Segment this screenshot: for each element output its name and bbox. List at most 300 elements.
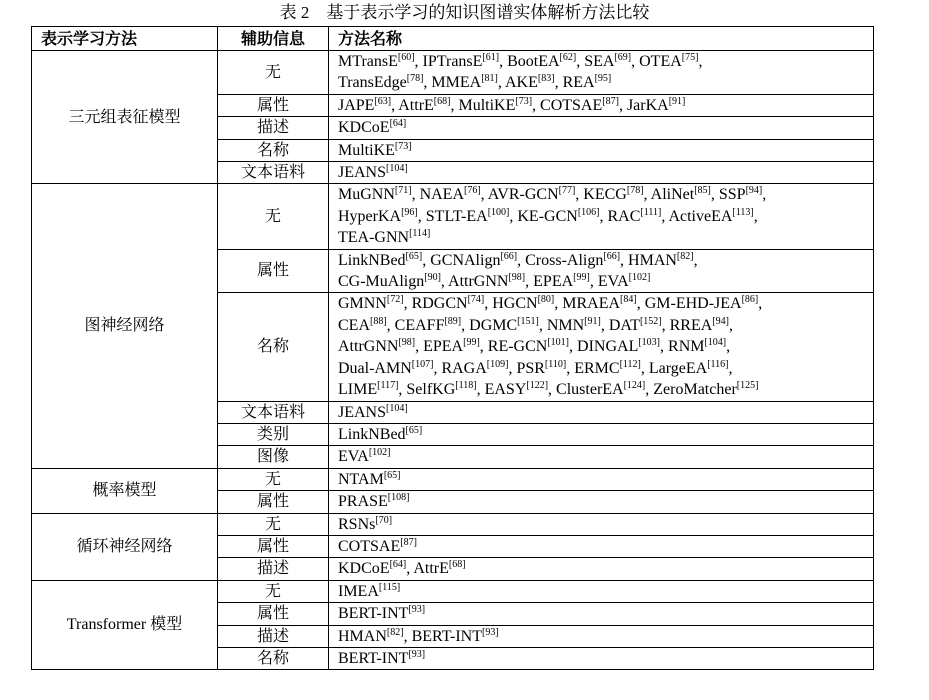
auxiliary-info-cell: 文本语料 xyxy=(218,401,329,423)
citation-reference: [73] xyxy=(394,140,412,152)
method-entry xyxy=(598,273,651,290)
method-entry xyxy=(430,252,517,269)
citation-reference: [106] xyxy=(577,206,600,218)
method-entry xyxy=(338,538,417,555)
auxiliary-info-cell: 属性 xyxy=(218,94,329,116)
citation-reference: [96] xyxy=(401,206,418,218)
auxiliary-info-cell: 名称 xyxy=(218,647,329,669)
method-name: COTSAE xyxy=(540,96,603,114)
method-name: SelfKG xyxy=(406,381,456,399)
method-name: BERT-INT xyxy=(338,649,409,667)
citation-reference: [124] xyxy=(623,380,646,392)
citation-reference: [94] xyxy=(745,185,763,197)
citation-reference: [73] xyxy=(515,95,533,107)
citation-reference: [125] xyxy=(736,380,759,392)
citation-reference: [65] xyxy=(405,250,423,262)
method-entry xyxy=(338,650,425,667)
citation-reference: [64] xyxy=(389,559,407,571)
method-names-cell xyxy=(329,117,874,139)
method-name: LinkNBed xyxy=(338,425,406,443)
method-entry xyxy=(668,338,726,355)
auxiliary-info-cell: 无 xyxy=(218,468,329,490)
method-entry xyxy=(338,628,404,645)
method-name: MultiKE xyxy=(458,96,516,114)
method-entry xyxy=(338,74,423,91)
method-name: BootEA xyxy=(507,53,560,70)
header-row xyxy=(32,27,874,51)
method-entry xyxy=(547,317,601,334)
method-line: CEA[88], CEAFF[89], DGMC[151], NMN[91], DAT[152], RREA[94], xyxy=(338,315,733,334)
citation-reference: [109] xyxy=(486,358,509,370)
method-name: LinkNBed xyxy=(338,251,406,269)
auxiliary-info-cell: 属性 xyxy=(218,535,329,557)
method-name: DINGAL xyxy=(577,338,639,356)
method-entry xyxy=(651,186,711,203)
citation-reference: [76] xyxy=(464,185,481,197)
method-names-cell xyxy=(329,446,874,468)
citation-reference: [84] xyxy=(620,294,637,306)
method-line xyxy=(338,469,873,490)
method-line: Dual-AMN[107], RAGA[109], PSR[110], ERMC[112], LargeEA[116], xyxy=(338,358,733,377)
method-name: LargeEA xyxy=(648,359,708,377)
method-entry xyxy=(412,295,485,312)
auxiliary-info-cell: 描述 xyxy=(218,625,329,647)
group-name-cell: 循环神经网络 xyxy=(32,513,218,580)
method-entry xyxy=(488,338,569,355)
method-line xyxy=(338,117,873,138)
method-name: AttrGNN xyxy=(338,338,399,356)
method-line xyxy=(338,536,873,557)
method-entry xyxy=(670,317,729,334)
citation-reference: [60] xyxy=(397,52,415,63)
method-name: HMAN xyxy=(628,251,677,269)
citation-reference: [99] xyxy=(573,272,590,284)
method-entry xyxy=(653,381,758,398)
method-name: COTSAE xyxy=(338,537,401,555)
method-name: LIME xyxy=(338,381,378,399)
citation-reference: [98] xyxy=(508,272,526,284)
method-line: KDCoE[64], AttrE[68] xyxy=(338,559,466,578)
table-body xyxy=(32,51,874,670)
method-name: STLT-EA xyxy=(425,207,488,225)
table-caption: 表 2 基于表示学习的知识图谱实体解析方法比较 xyxy=(279,3,650,22)
method-entry xyxy=(338,317,387,334)
citation-reference: [66] xyxy=(603,250,621,262)
method-entry xyxy=(338,404,408,421)
citation-reference: [110] xyxy=(544,358,567,370)
method-line xyxy=(338,424,873,445)
method-entry xyxy=(423,53,500,70)
citation-reference: [71] xyxy=(394,185,412,197)
method-name: RAGA xyxy=(441,359,487,377)
method-name: NTAM xyxy=(338,470,384,488)
method-entry xyxy=(628,252,694,269)
method-name: AKE xyxy=(505,74,538,92)
auxiliary-info-cell: 图像 xyxy=(218,446,329,468)
method-name: MTransE xyxy=(338,53,398,70)
citation-reference: [111] xyxy=(640,206,662,218)
method-entry xyxy=(338,471,401,488)
method-line: LIME[117], SelfKG[118], EASY[122], ClusterEA[124], ZeroMatcher[125] xyxy=(338,380,759,399)
citation-reference: [102] xyxy=(628,272,651,284)
citation-reference: [116] xyxy=(707,358,729,370)
method-entry xyxy=(338,273,441,290)
method-entry xyxy=(338,448,391,465)
method-names-cell xyxy=(329,51,874,95)
auxiliary-info-cell: 无 xyxy=(218,580,329,602)
method-name: Dual-AMN xyxy=(338,359,412,377)
method-name: EPEA xyxy=(533,273,574,291)
method-name: BERT-INT xyxy=(411,627,483,645)
citation-reference: [83] xyxy=(537,73,555,85)
citation-reference: [91] xyxy=(668,95,686,107)
citation-reference: [61] xyxy=(482,52,500,63)
method-names-cell xyxy=(329,603,874,625)
method-name: GCNAlign xyxy=(430,251,501,269)
method-names-cell xyxy=(329,139,874,161)
method-name: RAC xyxy=(607,207,641,225)
method-line: HyperKA[96], STLT-EA[100], KE-GCN[106], RAC[111], ActiveEA[113], xyxy=(338,206,758,225)
citation-reference: [122] xyxy=(526,380,549,392)
method-names-cell xyxy=(329,401,874,423)
citation-reference: [118] xyxy=(455,380,477,392)
method-name: JEANS xyxy=(338,403,387,421)
method-entry xyxy=(338,426,422,443)
method-entry xyxy=(533,273,590,290)
method-names-cell xyxy=(329,162,874,184)
auxiliary-info-cell: 属性 xyxy=(218,249,329,293)
table-row xyxy=(32,513,874,535)
method-entry xyxy=(505,74,555,91)
citation-reference: [78] xyxy=(406,73,424,85)
method-entry xyxy=(431,74,497,91)
method-name: OTEA xyxy=(639,53,682,70)
method-name: CG-MuAlign xyxy=(338,273,425,291)
citation-reference: [94] xyxy=(712,315,729,327)
auxiliary-info-cell: 名称 xyxy=(218,293,329,401)
citation-reference: [117] xyxy=(377,380,399,392)
method-line: GMNN[72], RDGCN[74], HGCN[80], MRAEA[84], GM-EHD-JEA[86], xyxy=(338,294,763,313)
method-name: CEA xyxy=(338,316,370,334)
comparison-table xyxy=(31,26,874,670)
method-names-cell xyxy=(329,94,874,116)
method-name: CEAFF xyxy=(394,316,445,334)
method-entry xyxy=(639,53,698,70)
method-name: RREA xyxy=(669,316,713,334)
auxiliary-info-cell: 无 xyxy=(218,184,329,249)
method-names-cell xyxy=(329,535,874,557)
citation-reference: [90] xyxy=(424,272,441,284)
citation-reference: [93] xyxy=(408,604,426,616)
method-entry xyxy=(420,186,481,203)
method-name: SEA xyxy=(584,53,615,70)
citation-reference: [91] xyxy=(584,315,601,327)
method-name: IMEA xyxy=(338,582,379,600)
method-entry xyxy=(492,295,554,312)
citation-reference: [98] xyxy=(398,337,416,349)
method-entry xyxy=(517,208,599,225)
method-entry xyxy=(338,142,412,159)
method-entry xyxy=(338,493,409,510)
citation-reference: [107] xyxy=(411,358,434,370)
method-name: EPEA xyxy=(423,338,464,356)
method-names-cell xyxy=(329,423,874,445)
method-entry xyxy=(719,186,762,203)
method-entry xyxy=(338,295,404,312)
citation-reference: [103] xyxy=(638,337,661,349)
citation-reference: [104] xyxy=(386,163,408,175)
method-line: CG-MuAlign[90], AttrGNN[98], EPEA[99], EVA[102] xyxy=(338,272,651,291)
citation-reference: [114] xyxy=(409,228,431,240)
citation-reference: [99] xyxy=(463,337,480,349)
method-name: HMAN xyxy=(338,627,387,645)
method-line xyxy=(338,140,873,161)
method-name: TEA-GNN xyxy=(338,229,410,247)
method-names-cell xyxy=(329,293,874,401)
citation-reference: [93] xyxy=(482,626,499,638)
method-line: LinkNBed[65], GCNAlign[66], Cross-Align[66], HMAN[82], xyxy=(338,250,698,269)
citation-reference: [95] xyxy=(594,73,612,85)
method-line: JAPE[63], AttrE[68], MultiKE[73], COTSAE[87], JarKA[91] xyxy=(338,95,686,114)
citation-reference: [88] xyxy=(370,315,387,327)
method-name: ClusterEA xyxy=(556,381,624,399)
method-names-cell xyxy=(329,625,874,647)
method-name: KE-GCN xyxy=(517,207,578,225)
method-names-cell xyxy=(329,184,874,249)
method-entry xyxy=(338,516,392,533)
method-name: RDGCN xyxy=(411,295,468,313)
method-entry xyxy=(338,119,406,136)
auxiliary-info-cell: 文本语料 xyxy=(218,162,329,184)
citation-reference: [69] xyxy=(614,52,632,63)
method-line xyxy=(338,514,873,535)
auxiliary-info-cell: 无 xyxy=(218,51,329,95)
method-entry xyxy=(448,273,525,290)
method-entry xyxy=(525,252,620,269)
method-names-cell xyxy=(329,558,874,580)
auxiliary-info-cell: 属性 xyxy=(218,603,329,625)
citation-reference: [151] xyxy=(517,315,539,327)
method-entry xyxy=(338,53,415,70)
method-entry xyxy=(338,360,433,377)
method-line: HMAN[82], BERT-INT[93] xyxy=(338,626,499,645)
method-name: PSR xyxy=(516,359,545,377)
method-name: EASY xyxy=(484,381,527,399)
method-entry xyxy=(563,74,612,91)
method-entry xyxy=(649,360,729,377)
method-entry xyxy=(441,360,508,377)
method-line: MuGNN[71], NAEA[76], AVR-GCN[77], KECG[78], AliNet[85], SSP[94], xyxy=(338,185,767,204)
citation-reference: [87] xyxy=(400,536,417,548)
citation-reference: [86] xyxy=(741,294,759,306)
citation-reference: [101] xyxy=(547,337,570,349)
citation-reference: [82] xyxy=(676,250,694,262)
method-name: NMN xyxy=(546,316,585,334)
method-name: AttrE xyxy=(413,560,449,578)
method-name: ERMC xyxy=(574,359,620,377)
method-name: MMEA xyxy=(431,74,482,92)
method-name: EVA xyxy=(338,448,369,466)
group-name-cell: 概率模型 xyxy=(32,468,218,513)
method-name: HyperKA xyxy=(338,207,402,225)
auxiliary-info-cell: 属性 xyxy=(218,491,329,513)
method-name: NAEA xyxy=(419,186,464,204)
method-name: RE-GCN xyxy=(487,338,548,356)
method-entry xyxy=(645,295,759,312)
method-entry xyxy=(338,208,418,225)
citation-reference: [74] xyxy=(467,294,485,306)
method-name: RNM xyxy=(668,338,705,356)
method-name: KECG xyxy=(583,186,627,204)
method-entry xyxy=(338,605,425,622)
group-name-cell: 图神经网络 xyxy=(32,184,218,468)
citation-reference: [68] xyxy=(448,559,466,571)
header-representation-method: 表示学习方法 xyxy=(32,27,218,51)
method-name: ZeroMatcher xyxy=(653,381,737,399)
citation-reference: [65] xyxy=(383,469,401,481)
citation-reference: [89] xyxy=(444,315,462,327)
method-entry xyxy=(507,53,576,70)
method-names-cell xyxy=(329,491,874,513)
method-entry xyxy=(423,338,480,355)
citation-reference: [64] xyxy=(389,118,407,130)
citation-reference: [81] xyxy=(481,73,498,85)
table-row xyxy=(32,51,874,95)
method-entry xyxy=(584,53,631,70)
citation-reference: [102] xyxy=(368,447,391,459)
method-line xyxy=(338,227,873,248)
method-entry xyxy=(516,360,566,377)
method-names-cell xyxy=(329,468,874,490)
auxiliary-info-cell: 名称 xyxy=(218,139,329,161)
method-name: BERT-INT xyxy=(338,605,409,623)
header-auxiliary-info: 辅助信息 xyxy=(218,27,329,51)
citation-reference: [70] xyxy=(375,514,393,526)
method-name: GM-EHD-JEA xyxy=(644,295,742,313)
citation-reference: [108] xyxy=(387,492,410,504)
citation-reference: [104] xyxy=(704,337,727,349)
method-name: KDCoE xyxy=(338,119,390,137)
method-line xyxy=(338,603,873,624)
header-method-name: 方法名称 xyxy=(329,27,874,51)
method-line xyxy=(338,446,873,467)
method-name: RSNs xyxy=(338,515,376,533)
citation-reference: [100] xyxy=(487,206,510,218)
method-name: REA xyxy=(562,74,595,92)
method-line: TransEdge[78], MMEA[81], AKE[83], REA[95] xyxy=(338,73,612,92)
group-name-cell: Transformer 模型 xyxy=(32,580,218,670)
method-entry xyxy=(458,97,532,114)
method-entry xyxy=(540,97,619,114)
method-line xyxy=(338,648,873,669)
citation-reference: [82] xyxy=(386,626,404,638)
method-entry xyxy=(668,208,753,225)
auxiliary-info-cell: 描述 xyxy=(218,117,329,139)
method-name: JAPE xyxy=(338,96,375,114)
method-entry xyxy=(609,317,662,334)
method-name: IPTransE xyxy=(422,53,483,70)
method-entry xyxy=(583,186,643,203)
auxiliary-info-cell: 类别 xyxy=(218,423,329,445)
method-entry xyxy=(488,186,576,203)
citation-reference: [93] xyxy=(408,648,426,660)
method-name: JEANS xyxy=(338,164,387,182)
citation-reference: [65] xyxy=(405,424,423,436)
method-line xyxy=(338,402,873,423)
method-entry xyxy=(338,97,391,114)
method-name: MultiKE xyxy=(338,141,395,159)
method-name: JarKA xyxy=(626,96,669,114)
method-entry xyxy=(338,560,406,577)
table-row xyxy=(32,468,874,490)
citation-reference: [87] xyxy=(602,95,619,107)
method-name: Cross-Align xyxy=(525,251,604,269)
method-name: AliNet xyxy=(650,186,695,204)
citation-reference: [80] xyxy=(537,294,555,306)
method-name: DAT xyxy=(608,316,640,334)
method-names-cell xyxy=(329,580,874,602)
method-line xyxy=(338,162,873,183)
citation-reference: [75] xyxy=(681,52,699,63)
citation-reference: [78] xyxy=(626,185,644,197)
table-row xyxy=(32,580,874,602)
method-entry xyxy=(556,381,645,398)
method-entry xyxy=(574,360,641,377)
method-entry xyxy=(413,560,465,577)
method-entry xyxy=(338,252,422,269)
citation-reference: [72] xyxy=(386,294,404,306)
method-entry xyxy=(607,208,661,225)
method-name: AttrGNN xyxy=(448,273,509,291)
method-name: HGCN xyxy=(492,295,538,313)
group-name-cell: 三元组表征模型 xyxy=(32,51,218,184)
method-names-cell xyxy=(329,647,874,669)
method-line xyxy=(338,491,873,512)
citation-reference: [112] xyxy=(619,358,641,370)
method-line: MTransE[60], IPTransE[61], BootEA[62], SEA[69], OTEA[75], xyxy=(338,52,703,70)
citation-reference: [152] xyxy=(639,315,662,327)
table-row xyxy=(32,184,874,249)
method-entry xyxy=(338,186,412,203)
method-name: KDCoE xyxy=(338,560,390,578)
method-name: PRASE xyxy=(338,493,388,511)
method-name: AttrE xyxy=(398,96,434,114)
citation-reference: [115] xyxy=(378,581,401,593)
method-entry xyxy=(485,381,548,398)
citation-reference: [85] xyxy=(694,185,711,197)
method-entry xyxy=(469,317,539,334)
method-entry xyxy=(338,338,415,355)
method-entry xyxy=(395,317,461,334)
method-name: GMNN xyxy=(338,295,387,313)
method-name: MRAEA xyxy=(562,295,621,313)
auxiliary-info-cell: 无 xyxy=(218,513,329,535)
method-entry xyxy=(412,628,499,645)
method-entry xyxy=(338,583,400,600)
citation-reference: [66] xyxy=(500,250,518,262)
auxiliary-info-cell: 描述 xyxy=(218,558,329,580)
method-entry xyxy=(398,97,450,114)
citation-reference: [62] xyxy=(559,52,577,63)
method-entry xyxy=(338,164,408,181)
method-entry xyxy=(627,97,685,114)
citation-reference: [104] xyxy=(386,402,408,414)
method-entry xyxy=(338,381,398,398)
method-entry xyxy=(562,295,636,312)
citation-reference: [63] xyxy=(374,95,392,107)
method-entry xyxy=(426,208,510,225)
method-name: SSP xyxy=(718,186,746,204)
